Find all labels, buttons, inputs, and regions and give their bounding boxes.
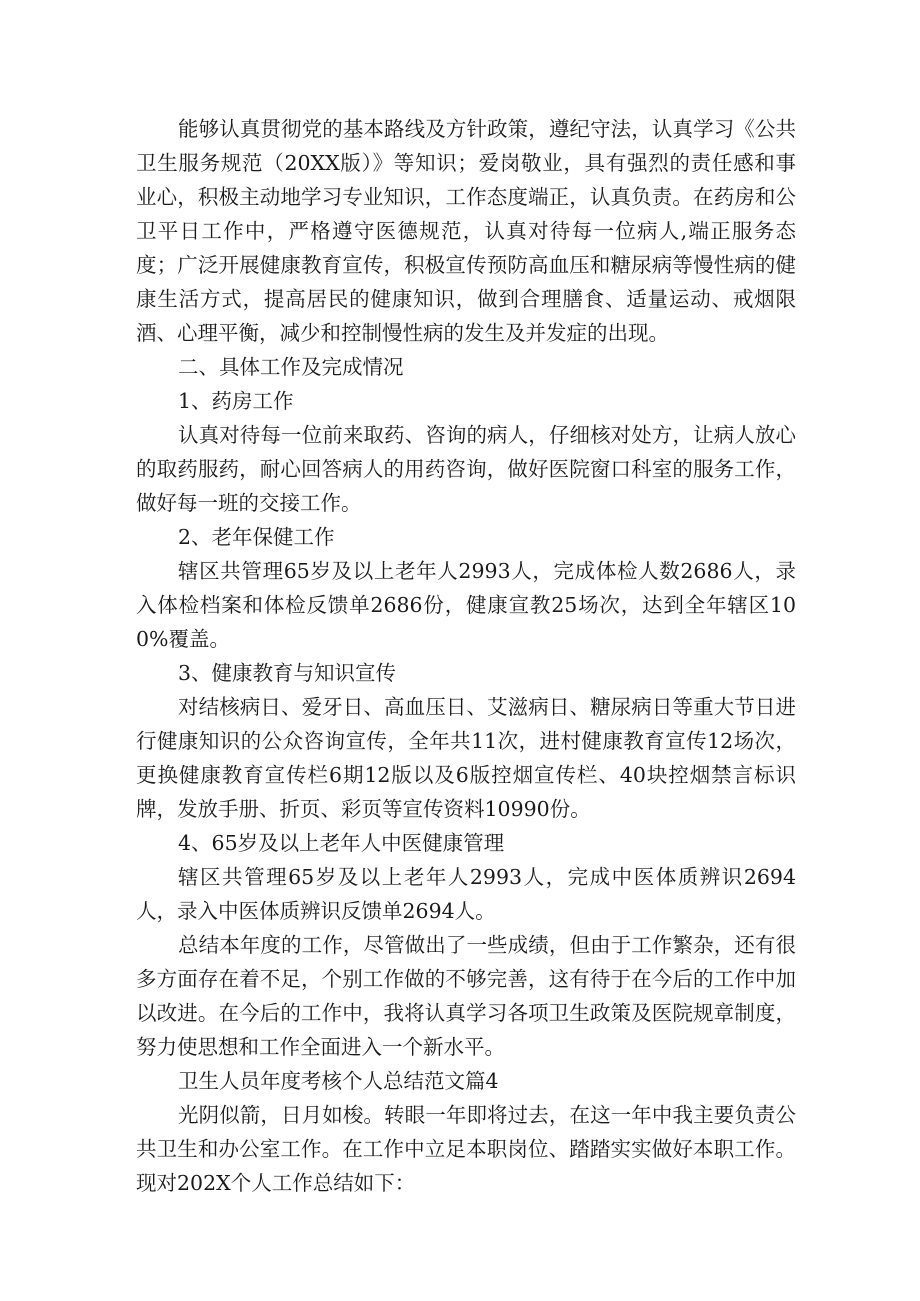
subheading-tcm-management: 4、65岁及以上老年人中医健康管理 [178,831,505,855]
paragraph-intro-duties: 能够认真贯彻党的基本路线及方针政策，遵纪守法，认真学习《公共卫生服务规范（20XX版）》等知识；爱岗敬业，具有强烈的责任感和事业心，积极主动地学习专业知识，工作态度端正，认真负责。在药房和公卫平日工作中，严格遵守医德规范，认真对待每一位病人,端正服务态度；广泛开展健康教育宣传，积极宣传预防高血压和糖尿病等慢性病的健康生活方式，提高居民的健康知识，做到合理膳食、适量运动、戒烟限酒、心理平衡，减少和控制慢性病的发生及并发症的出现。 [136,117,796,345]
paragraph-elderly-care: 辖区共管理65岁及以上老年人2993人，完成体检人数2686人，录入体检档案和体检反馈单2686份，健康宣教25场次，达到全年辖区100%覆盖。 [136,559,796,651]
paragraph-summary: 总结本年度的工作，尽管做出了一些成绩，但由于工作繁杂，还有很多方面存在着不足，个别工作做的不够完善，这有待于在今后的工作中加以改进。在今后的工作中，我将认真学习各项卫生政策及医院规章制度，努力使思想和工作全面进入一个新水平。 [136,933,796,1059]
subheading-health-education: 3、健康教育与知识宣传 [178,661,397,685]
paragraph-article-4-intro: 光阴似箭，日月如梭。转眼一年即将过去，在这一年中我主要负责公共卫生和办公室工作。在工作中立足本职岗位、踏踏实实做好本职工作。现对202X个人工作总结如下： [136,1103,796,1195]
paragraph-tcm-management: 辖区共管理65岁及以上老年人2993人，完成中医体质辨识2694人，录入中医体质辨识反馈单2694人。 [136,865,796,923]
article-title-4: 卫生人员年度考核个人总结范文篇4 [178,1069,499,1093]
section-heading-2: 二、具体工作及完成情况 [178,355,404,379]
document-body [136,112,796,1200]
subheading-elderly-care: 2、老年保健工作 [178,525,335,549]
paragraph-pharmacy: 认真对待每一位前来取药、咨询的病人，仔细核对处方，让病人放心的取药服药，耐心回答病人的用药咨询，做好医院窗口科室的服务工作，做好每一班的交接工作。 [136,423,796,515]
subheading-pharmacy: 1、药房工作 [178,389,294,413]
paragraph-health-education: 对结核病日、爱牙日、高血压日、艾滋病日、糖尿病日等重大节日进行健康知识的公众咨询宣传，全年共11次，进村健康教育宣传12场次，更换健康教育宣传栏6期12版以及6版控烟宣传栏、40块控烟禁言标识牌，发放手册、折页、彩页等宣传资料10990份。 [136,695,796,821]
